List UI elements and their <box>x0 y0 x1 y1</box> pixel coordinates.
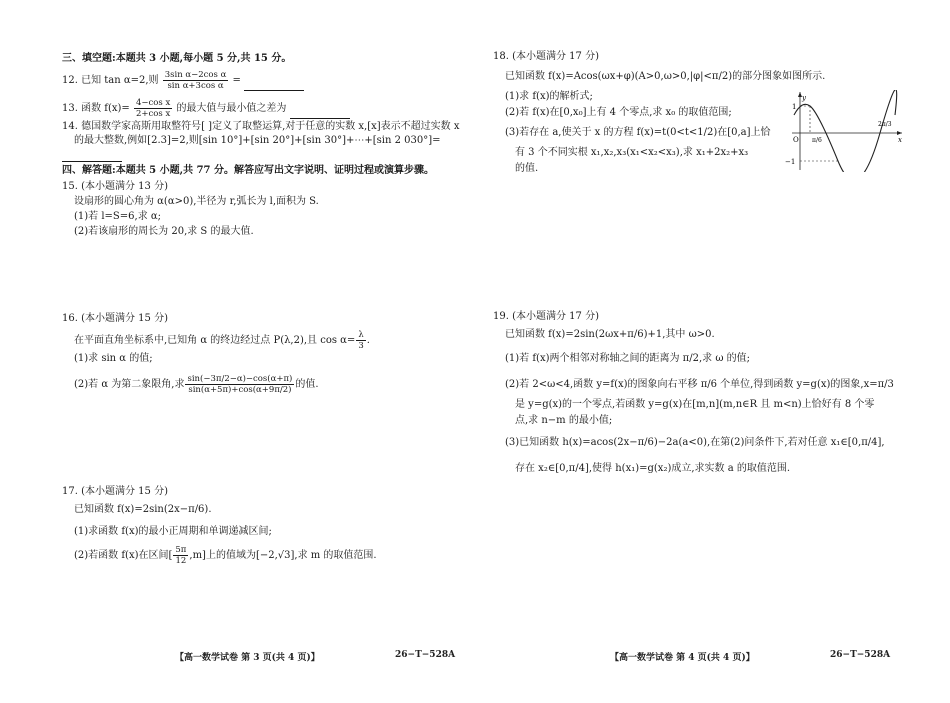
question-12: 12. 已知 tan α=2,则 $\frac{\text{3sin α−2cos α}}{\text{sin α+3cos α}}$ = <box>62 70 304 91</box>
question-15-part2: (2)若该扇形的周长为 20,求 S 的最大值. <box>74 226 254 237</box>
cosine-graph <box>780 90 905 172</box>
question-19-part2-end: 点,求 n−m 的最小值; <box>515 415 613 426</box>
right-page <box>475 0 925 703</box>
footer-title: 【高一数学试卷 第 4 页(共 4 页)】 <box>610 653 755 663</box>
section-3-title: 三、填空题:本题共 3 小题,每小题 5 分,共 15 分。 <box>62 53 292 64</box>
question-14-line2: 的最大整数,例如[2.3]=2,则[sin 10°]+[sin 20°]+[sin 30°]+⋯+[sin 2 030°]= <box>74 135 441 146</box>
question-19-header: 19. (本小题满分 17 分) <box>493 311 599 322</box>
question-19-part3: (3)已知函数 h(x)=acos(2x−π/6)−2a(a<0),在第(2)问条件下,若对任意 x₁∈[0,π/4], <box>505 437 885 448</box>
question-16-part2: (2)若 α 为第二象限角,求 $\frac{\sin(-3\pi/2-\alpha)-\cos(\alpha+\pi)}{\sin(\alpha+5\pi)+\cos(\alpha+9\pi/2)}$ 的值. <box>74 374 319 395</box>
question-18-line1: 已知函数 f(x)=Acos(ωx+φ)(A>0,ω>0,|φ|<π/2)的部分图象如图所示. <box>505 71 826 82</box>
question-19-part3-cont: 存在 x₂∈[0,π/4],使得 h(x₁)=g(x₂)成立,求实数 a 的取值范围. <box>515 463 791 474</box>
question-18-part3-cont: 有 3 个不同实根 x₁,x₂,x₃(x₁<x₂<x₃),求 x₁+2x₂+x₃ <box>515 147 749 158</box>
question-19-part2-cont: 是 y=g(x)的一个零点,若函数 y=g(x)在[m,n](m,n∈R 且 m<n)上恰好有 8 个零 <box>515 399 875 410</box>
question-14-line1: 14. 德国数学家高斯用取整符号[ ]定义了取整运算,对于任意的实数 x,[x]表示不超过实数 x <box>62 121 460 132</box>
y-bottom-label: −1 <box>785 158 796 166</box>
question-15-part1: (1)若 l=S=6,求 α; <box>74 211 161 222</box>
origin-label: O <box>793 136 799 144</box>
q12-fraction: $\frac{\text{3sin α−2cos α}}{\text{sin α+3cos α}}$ <box>164 70 227 91</box>
question-19-line1: 已知函数 f(x)=2sin(2ωx+π/6)+1,其中 ω>0. <box>505 329 715 340</box>
question-18-header: 18. (本小题满分 17 分) <box>493 51 599 62</box>
y-axis-label: y <box>802 94 806 102</box>
question-15-line1: 设扇形的圆心角为 α(α>0),半径为 r,弧长为 l,面积为 S. <box>74 196 319 207</box>
question-18-part2: (2)若 f(x)在[0,x₀]上有 4 个零点,求 x₀ 的取值范围; <box>505 107 732 118</box>
question-15-header: 15. (本小题满分 13 分) <box>62 181 168 192</box>
answer-blank <box>290 108 350 119</box>
question-18-part3-end: 的值. <box>515 163 539 174</box>
cosine-curve <box>794 90 897 172</box>
question-17-part1: (1)求函数 f(x)的最小正周期和单调递减区间; <box>74 526 272 537</box>
question-16-part1: (1)求 sin α 的值; <box>74 353 153 364</box>
question-19-part1: (1)若 f(x)两个相邻对称轴之间的距离为 π/2,求 ω 的值; <box>505 353 751 364</box>
question-16-header: 16. (本小题满分 15 分) <box>62 313 168 324</box>
question-18-part1: (1)求 f(x)的解析式; <box>505 91 593 102</box>
left-page <box>0 0 460 703</box>
question-13: 13. 函数 f(x)= $\frac{\text{4−cos x}}{\text{2+cos x}}$ 的最大值与最小值之差为 <box>62 98 350 119</box>
y-top-label: 1 <box>792 103 797 111</box>
x-arrow <box>897 131 902 135</box>
q16-fraction: $\frac{\sin(-3\pi/2-\alpha)-\cos(\alpha+\pi)}{\sin(\alpha+5\pi)+\cos(\alpha+9\pi/2)}$ <box>187 374 293 395</box>
tick-label-1: π/6 <box>812 137 822 144</box>
footer-code: 26−T−528A <box>395 650 456 660</box>
question-17-line1: 已知函数 f(x)=2sin(2x−π/6). <box>74 504 212 515</box>
section-4-title: 四、解答题:本题共 5 小题,共 77 分。解答应写出文字说明、证明过程或演算步骤。 <box>62 165 434 176</box>
tick-label-2: 2π/3 <box>878 121 892 128</box>
question-19-part2: (2)若 2<ω<4,函数 y=f(x)的图象向右平移 π/6 个单位,得到函数 y=g(x)的图象,x=π/3 <box>505 379 894 390</box>
q13-fraction: $\frac{\text{4−cos x}}{\text{2+cos x}}$ <box>135 98 171 119</box>
footer-title: 【高一数学试卷 第 3 页(共 4 页)】 <box>175 653 320 663</box>
question-18-part3: (3)若存在 a,使关于 x 的方程 f(x)=t(0<t<1/2)在[0,a]上恰 <box>505 127 771 138</box>
answer-blank <box>244 80 304 91</box>
question-17-part2: (2)若函数 f(x)在区间[ $\frac{5\pi}{12}$ ,m]上的值域为[−2,√3],求 m 的取值范围. <box>74 545 377 566</box>
footer-code: 26−T−528A <box>830 650 891 660</box>
x-axis-label: x <box>898 136 902 144</box>
question-17-header: 17. (本小题满分 15 分) <box>62 486 168 497</box>
answer-blank <box>62 148 122 162</box>
question-16-line1: 在平面直角坐标系中,已知角 α 的终边经过点 P(λ,2),且 cos α= $\frac{\lambda}{3}$ . <box>74 330 370 351</box>
